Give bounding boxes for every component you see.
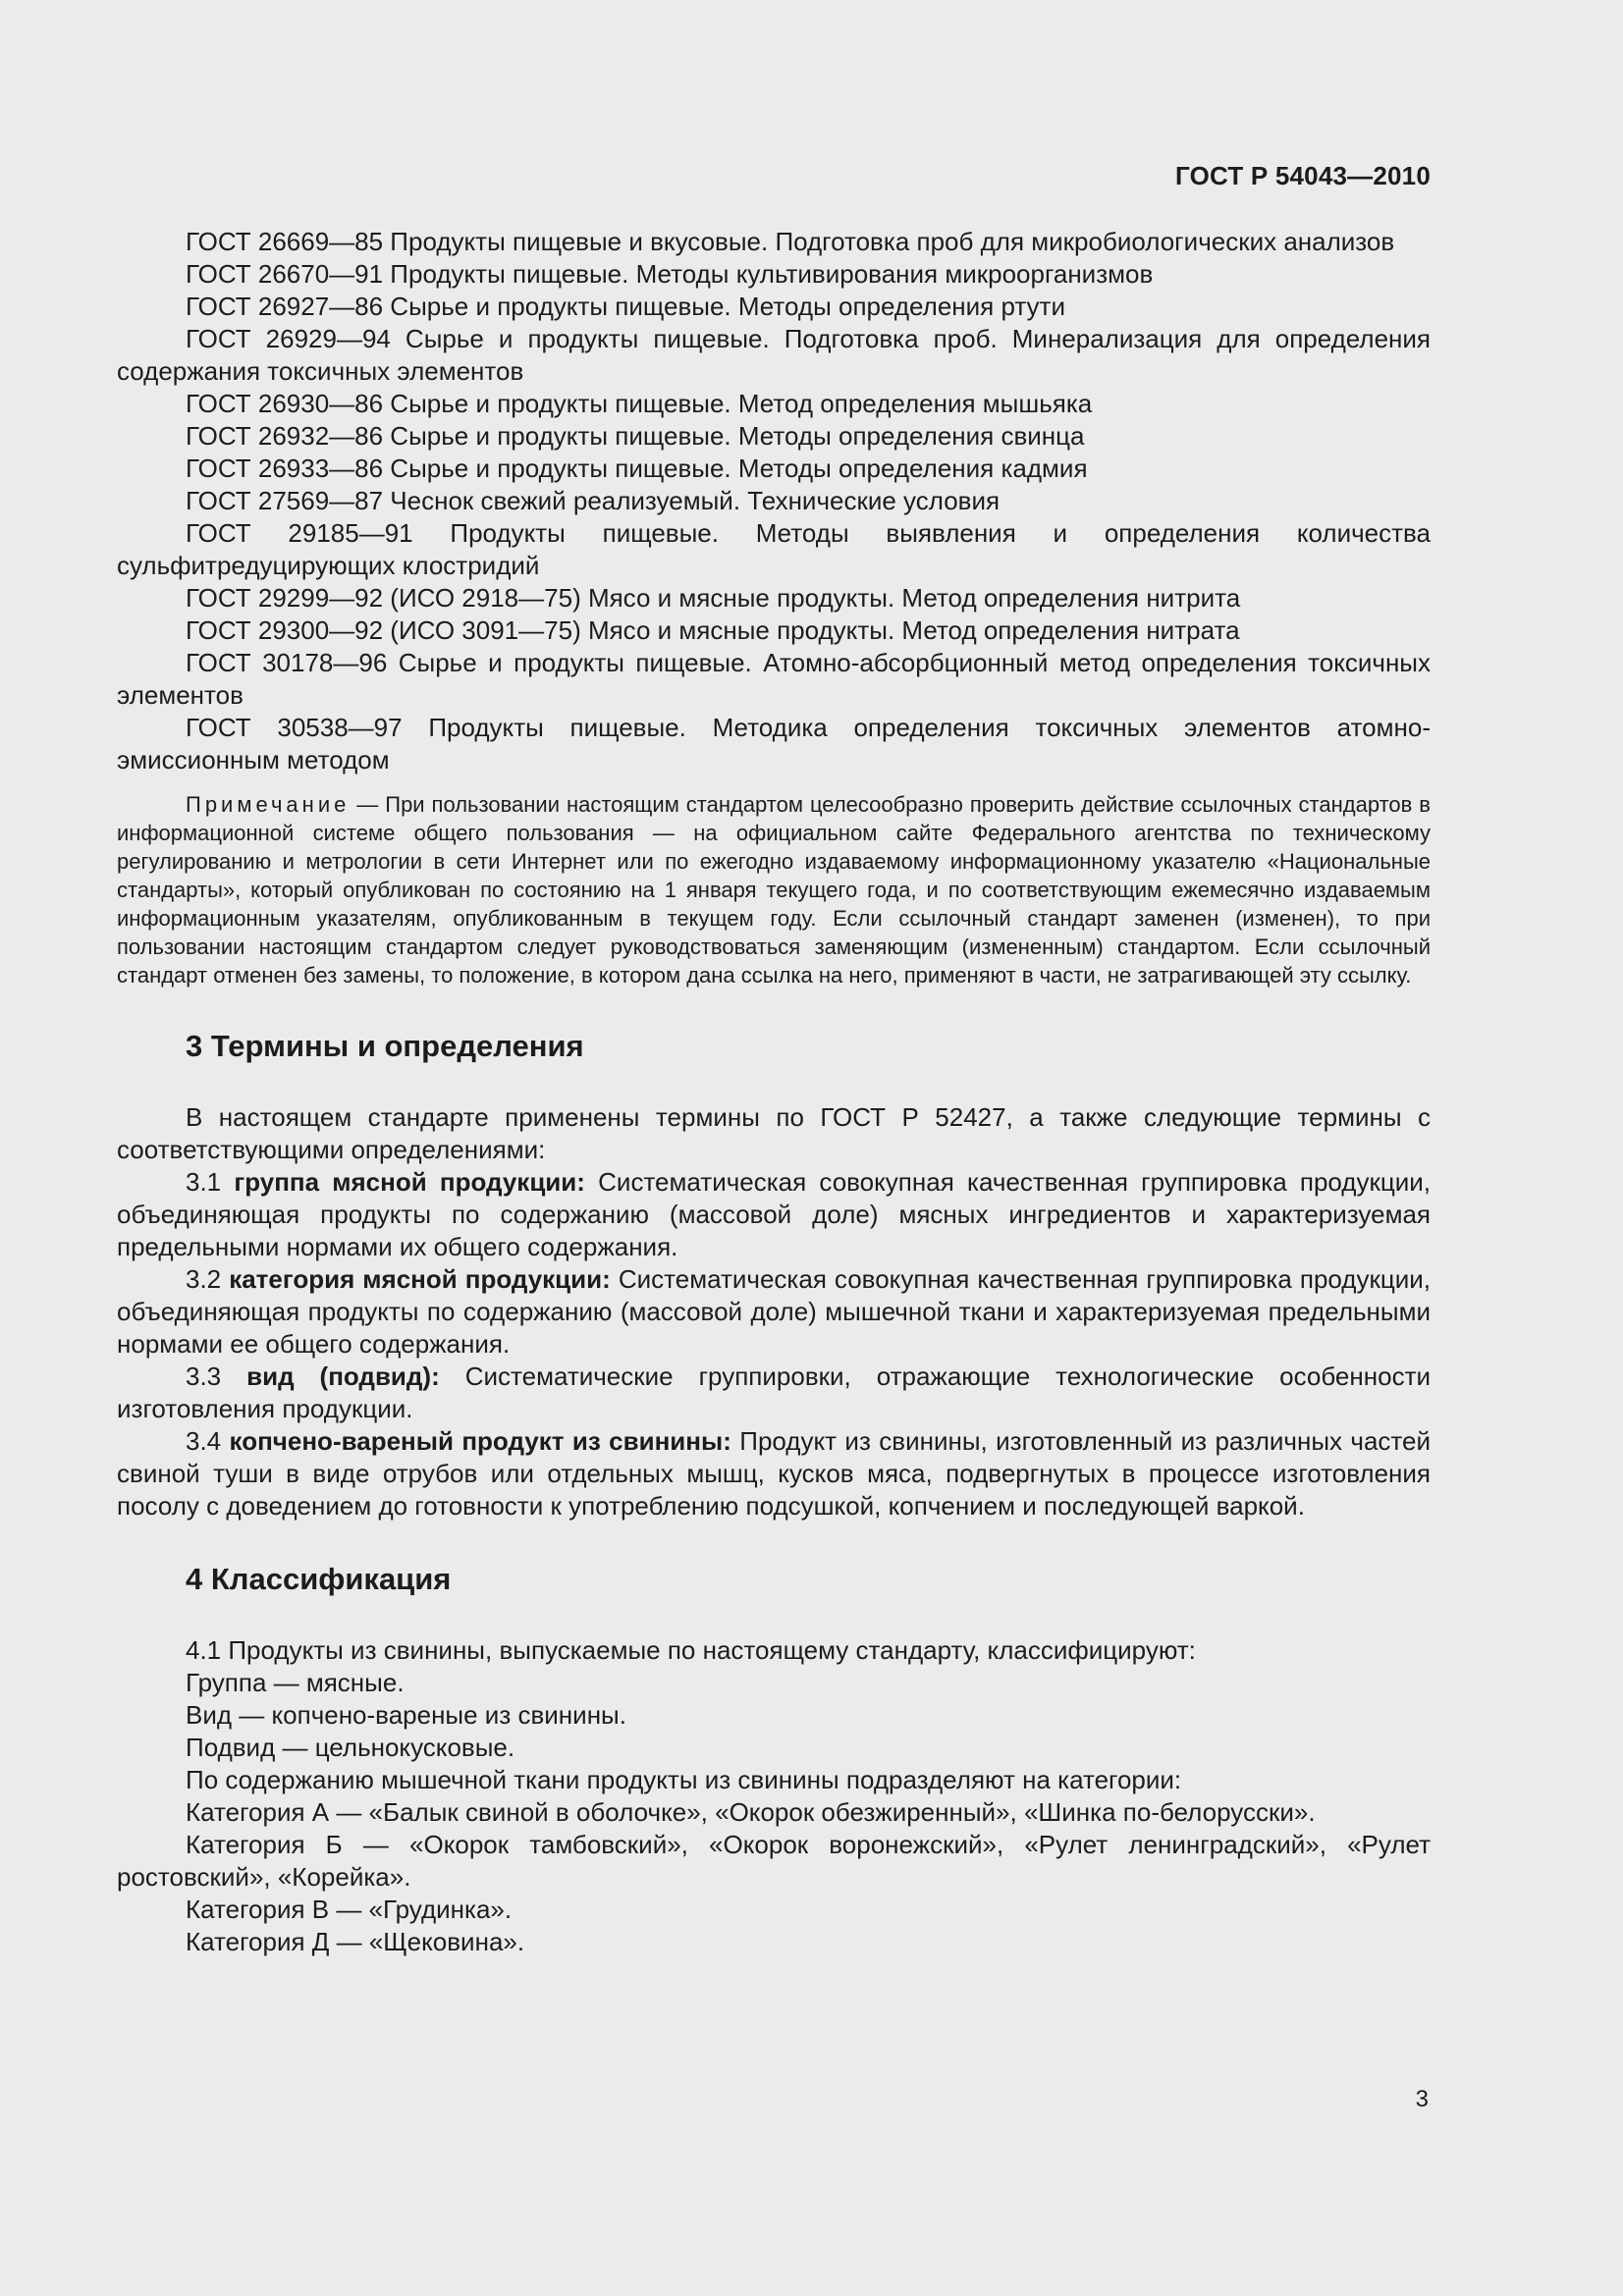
reference-item: ГОСТ 30538—97 Продукты пищевые. Методика определения токсичных элементов атомно-эмиссионным методом — [117, 713, 1431, 774]
term-name: копчено-вареный продукт из свинины: — [229, 1426, 731, 1456]
page-number: 3 — [1415, 2086, 1429, 2112]
term-definition: Систематическая совокупная качественная группировка продукции, объединяющая продукты по содержанию (массовой доле) мышечной ткани и характеризуемая предельными нормами ее общего содержания. — [117, 1264, 1431, 1359]
categories-intro: По содержанию мышечной ткани продукты из свинины подразделяют на категории: — [186, 1765, 1182, 1794]
document-header: ГОСТ Р 54043—2010 — [1175, 161, 1431, 190]
reference-item: ГОСТ 26669—85 Продукты пищевые и вкусовые. Подготовка проб для микробиологических анализов — [186, 227, 1395, 256]
reference-item: ГОСТ 27569—87 Чеснок свежий реализуемый. Технические условия — [186, 486, 1001, 515]
note-text: — При пользовании настоящим стандартом целесообразно проверить действие ссылочных стандартов в информационной системе общего пользования — на официальном сайте Федерального агентства по техническому регулированию и метрологии в сети Интернет или по ежегодно издаваемому информационному указателю «Национальные стандарты», который опубликован по состоянию на 1 января текущего года, и по соответствующим ежемесячно издаваемым информационным указателям, опубликованным в текущем году. Если ссылочный стандарт заменен (изменен), то при пользовании настоящим стандартом следует руководствоваться заменяющим (измененным) стандартом. Если ссылочный стандарт отменен без замены, то положение, в котором дана ссылка на него, применяют в части, не затрагивающей эту ссылку. — [117, 792, 1431, 988]
category-v: Категория В — «Грудинка». — [186, 1895, 513, 1924]
term-definition: Систематические группировки, отражающие технологические особенности изготовления продукции. — [117, 1362, 1431, 1423]
term-definition: Систематическая совокупная качественная группировка продукции, объединяющая продукты по содержанию (массовой доле) мясных ингредиентов и характеризуемая предельными нормами их общего содержания. — [117, 1167, 1431, 1261]
term-number: 3.1 — [186, 1167, 235, 1197]
note-paragraph — [117, 790, 1431, 989]
reference-item: ГОСТ 26929—94 Сырье и продукты пищевые. Подготовка проб. Минерализация для определения содержания токсичных элементов — [117, 324, 1431, 386]
term-3-3 — [117, 1361, 1431, 1425]
term-name: группа мясной продукции: — [234, 1167, 585, 1197]
term-number: 3.3 — [186, 1362, 247, 1391]
page-body — [117, 157, 1431, 1958]
term-number: 3.4 — [186, 1426, 230, 1456]
reference-item: ГОСТ 29300—92 (ИСО 3091—75) Мясо и мясные продукты. Метод определения нитрата — [186, 615, 1240, 645]
term-number: 3.2 — [186, 1264, 230, 1294]
reference-item: ГОСТ 26927—86 Сырье и продукты пищевые. Методы определения ртути — [186, 292, 1065, 321]
term-name: вид (подвид): — [246, 1362, 440, 1391]
reference-item: ГОСТ 26670—91 Продукты пищевые. Методы культивирования микроорганизмов — [186, 259, 1154, 289]
reference-item: ГОСТ 26932—86 Сырье и продукты пищевые. Методы определения свинца — [186, 421, 1085, 451]
category-b: Категория Б — «Окорок тамбовский», «Окорок воронежский», «Рулет ленинградский», «Рулет ростовский», «Корейка». — [117, 1830, 1431, 1892]
classification-subkind: Подвид — цельнокусковые. — [186, 1733, 515, 1762]
reference-item: ГОСТ 26930—86 Сырье и продукты пищевые. Метод определения мышьяка — [186, 389, 1093, 418]
reference-item: ГОСТ 26933—86 Сырье и продукты пищевые. Методы определения кадмия — [186, 454, 1088, 483]
reference-item: ГОСТ 29185—91 Продукты пищевые. Методы выявления и определения количества сульфитредуцирующих клостридий — [117, 518, 1431, 580]
category-a: Категория А — «Балык свиной в оболочке», «Окорок обезжиренный», «Шинка по-белорусски». — [186, 1797, 1316, 1827]
classification-group: Группа — мясные. — [186, 1668, 405, 1697]
section-3-intro: В настоящем стандарте применены термины по ГОСТ Р 52427, а также следующие термины с соответствующими определениями: — [117, 1102, 1431, 1164]
term-definition: Продукт из свинины, изготовленный из различных частей свиной туши в виде отрубов или отдельных мышц, кусков мяса, подвергнутых в процессе изготовления посолу с доведением до готовности к употреблению подсушкой, копчением и последующей варкой. — [117, 1426, 1432, 1521]
category-d: Категория Д — «Щековина». — [186, 1927, 525, 1956]
reference-item: ГОСТ 30178—96 Сырье и продукты пищевые. Атомно-абсорбционный метод определения токсичных элементов — [117, 648, 1431, 710]
term-3-2 — [117, 1263, 1431, 1361]
section-4-heading: 4 Классификация — [186, 1562, 452, 1596]
section-3-heading: 3 Термины и определения — [186, 1029, 584, 1063]
classification-intro: 4.1 Продукты из свинины, выпускаемые по настоящему стандарту, классифицируют: — [186, 1635, 1196, 1665]
references-list — [117, 226, 1431, 776]
note-label: Примечание — [186, 792, 351, 817]
term-3-1 — [117, 1166, 1431, 1263]
term-name: категория мясной продукции: — [229, 1264, 611, 1294]
reference-item: ГОСТ 29299—92 (ИСО 2918—75) Мясо и мясные продукты. Метод определения нитрита — [186, 583, 1241, 613]
term-3-4 — [117, 1425, 1431, 1522]
classification-kind: Вид — копчено-вареные из свинины. — [186, 1700, 626, 1730]
